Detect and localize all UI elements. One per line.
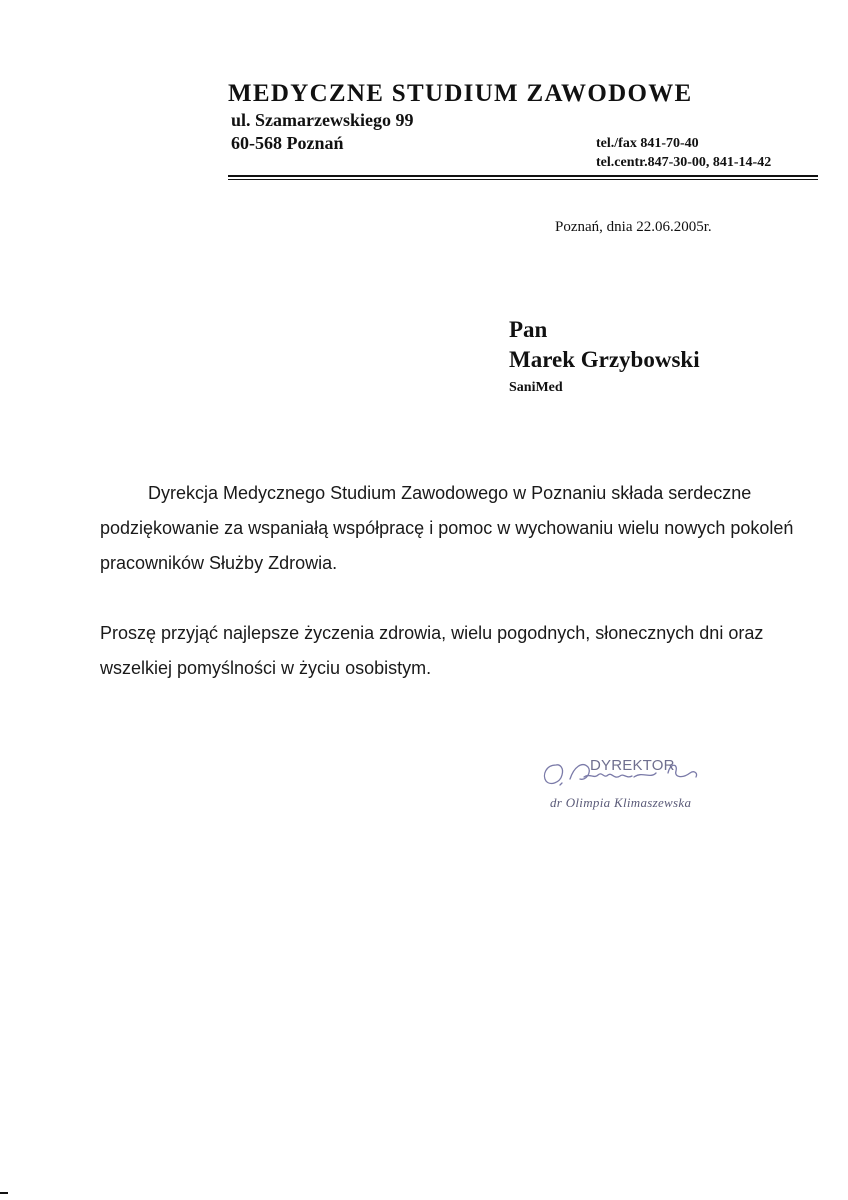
street-address: ul. Szamarzewskiego 99: [231, 110, 414, 130]
date-line: Poznań, dnia 22.06.2005r.: [555, 219, 712, 235]
addressee-salutation: Pan: [509, 317, 548, 342]
header-divider-thin: [228, 179, 818, 180]
signatory-name: dr Olimpia Klimaszewska: [550, 795, 692, 810]
body-line: pracowników Służby Zdrowia.: [100, 553, 338, 573]
scan-edge-mark: [0, 1192, 8, 1194]
body-line: wszelkiej pomyślności w życiu osobistym.: [100, 658, 432, 678]
body-line: Proszę przyjąć najlepsze życzenia zdrowia, wielu pogodnych, słonecznych dni oraz: [100, 623, 764, 643]
signatory-title: DYREKTOR: [590, 757, 675, 774]
phone-central: tel.centr.847-30-00, 841-14-42: [596, 155, 772, 170]
body-line: podziękowanie za wspaniałą współpracę i pomoc w wychowaniu wielu nowych pokoleń: [100, 518, 794, 538]
addressee-name: Marek Grzybowski: [509, 347, 700, 372]
phone-fax: tel./fax 841-70-40: [596, 136, 699, 151]
addressee-company: SaniMed: [509, 380, 563, 395]
body-line: Dyrekcja Medycznego Studium Zawodowego w Poznaniu składa serdeczne: [148, 483, 752, 503]
city-postal-code: 60-568 Poznań: [231, 133, 344, 153]
header-divider-thick: [228, 175, 818, 177]
institution-name: MEDYCZNE STUDIUM ZAWODOWE: [228, 80, 693, 107]
